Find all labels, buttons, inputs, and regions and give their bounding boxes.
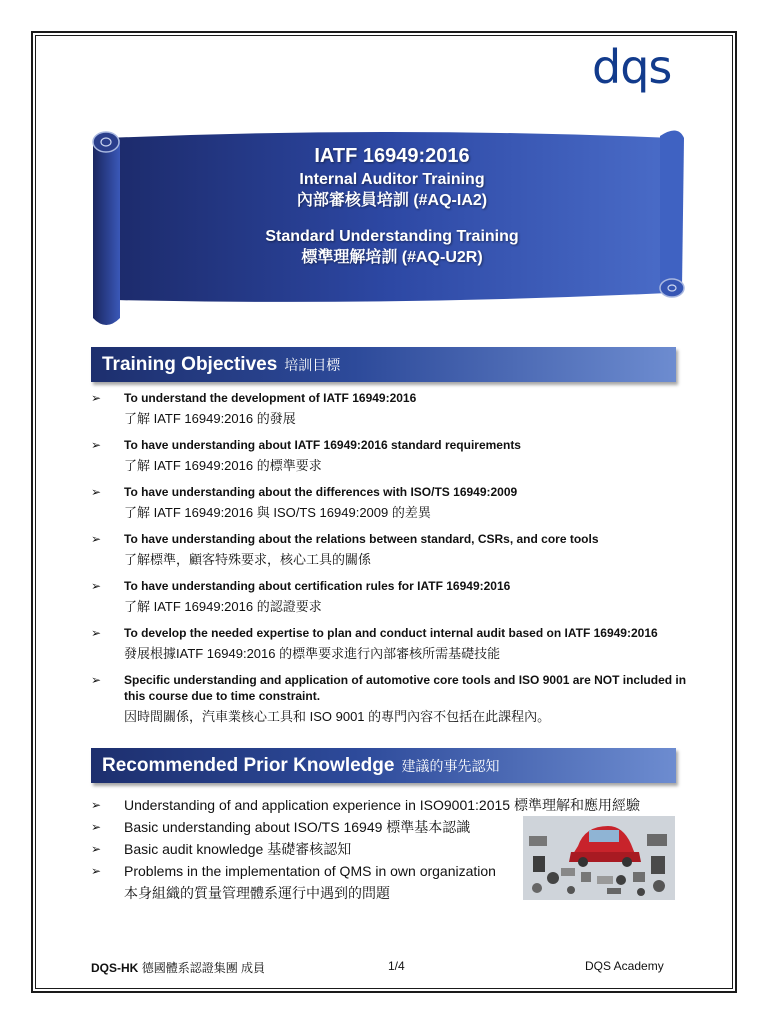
objective-item bbox=[91, 390, 691, 429]
training-objectives-header bbox=[91, 347, 676, 382]
objectives-title-en: Training Objectives bbox=[102, 353, 278, 375]
objective-zh: 了解 IATF 16949:2016 的發展 bbox=[124, 411, 296, 426]
knowledge-title-zh: 建議的事先認知 bbox=[401, 757, 500, 774]
arrow-bullet-icon: ➢ bbox=[91, 798, 102, 812]
arrow-bullet-icon: ➢ bbox=[91, 532, 102, 546]
footer-company-zh: 德國體系認證集團 成員 bbox=[141, 961, 266, 975]
objective-item bbox=[91, 531, 691, 570]
objective-zh: 發展根據IATF 16949:2016 的標準要求進行內部審核所需基礎技能 bbox=[124, 646, 501, 661]
objectives-title-zh: 培訓目標 bbox=[284, 356, 341, 373]
banner-title: IATF 16949:2016 bbox=[314, 145, 470, 167]
knowledge-item bbox=[91, 794, 691, 816]
knowledge-text: Basic understanding about ISO/TS 16949 標準基本認識 bbox=[124, 819, 471, 835]
arrow-bullet-icon: ➢ bbox=[91, 626, 102, 640]
objective-item bbox=[91, 484, 691, 523]
knowledge-text: Basic audit knowledge 基礎審核認知 bbox=[124, 841, 352, 857]
objective-zh: 因時間關係，汽車業核心工具和 ISO 9001 的專門內容不包括在此課程內。 bbox=[124, 709, 551, 724]
objective-en: To have understanding about the relations between standard, CSRs, and core tools bbox=[124, 532, 599, 546]
arrow-bullet-icon: ➢ bbox=[91, 864, 102, 878]
arrow-bullet-icon: ➢ bbox=[91, 842, 102, 856]
car-parts-photo bbox=[523, 816, 675, 900]
dqs-logo: dqs bbox=[592, 40, 672, 94]
knowledge-title-en: Recommended Prior Knowledge bbox=[102, 754, 395, 776]
arrow-bullet-icon: ➢ bbox=[91, 391, 102, 405]
objective-en: To understand the development of IATF 16949:2016 bbox=[124, 391, 417, 405]
objective-en: To have understanding about certification rules for IATF 16949:2016 bbox=[124, 579, 511, 593]
objective-zh: 了解 IATF 16949:2016 的標準要求 bbox=[124, 458, 322, 473]
knowledge-text-zh: 本身組織的質量管理體系運行中遇到的問題 bbox=[124, 885, 390, 901]
footer-page-number: 1/4 bbox=[388, 959, 405, 973]
arrow-bullet-icon: ➢ bbox=[91, 579, 102, 593]
objective-zh: 了解 IATF 16949:2016 的認證要求 bbox=[124, 599, 322, 614]
objective-item bbox=[91, 437, 691, 476]
arrow-bullet-icon: ➢ bbox=[91, 485, 102, 499]
objectives-list bbox=[91, 390, 691, 735]
objective-en: To develop the needed expertise to plan and conduct internal audit based on IATF 16949:2016 bbox=[124, 626, 658, 640]
banner-line-1: Internal Auditor Training bbox=[299, 171, 485, 188]
objective-en: Specific understanding and application of automotive core tools and ISO 9001 are NOT included in this course due to time constraint. bbox=[124, 673, 687, 703]
prior-knowledge-header bbox=[91, 748, 676, 783]
objective-item bbox=[91, 578, 691, 617]
arrow-bullet-icon: ➢ bbox=[91, 820, 102, 834]
objective-item bbox=[91, 672, 691, 727]
objective-item bbox=[91, 625, 691, 664]
banner-line-2: 內部審核員培訓 (#AQ-IA2) bbox=[296, 192, 488, 209]
footer-right: DQS Academy bbox=[585, 959, 664, 973]
objective-zh: 了解標準，顧客特殊要求，核心工具的關係 bbox=[124, 552, 372, 567]
banner-text-block bbox=[180, 143, 604, 268]
footer-left bbox=[91, 959, 265, 976]
arrow-bullet-icon: ➢ bbox=[91, 673, 102, 687]
banner-line-3: Standard Understanding Training bbox=[265, 228, 519, 245]
knowledge-text: Problems in the implementation of QMS in own organization bbox=[124, 863, 496, 879]
objective-en: To have understanding about the differences with ISO/TS 16949:2009 bbox=[124, 485, 518, 499]
footer-company: DQS-HK bbox=[91, 961, 139, 975]
objective-zh: 了解 IATF 16949:2016 與 ISO/TS 16949:2009 的差異 bbox=[124, 505, 431, 520]
objective-en: To have understanding about IATF 16949:2016 standard requirements bbox=[124, 438, 521, 452]
arrow-bullet-icon: ➢ bbox=[91, 438, 102, 452]
knowledge-text: Understanding of and application experience in ISO9001:2015 標準理解和應用經驗 bbox=[124, 797, 640, 813]
banner-line-4: 標準理解培訓 (#AQ-U2R) bbox=[301, 249, 483, 266]
